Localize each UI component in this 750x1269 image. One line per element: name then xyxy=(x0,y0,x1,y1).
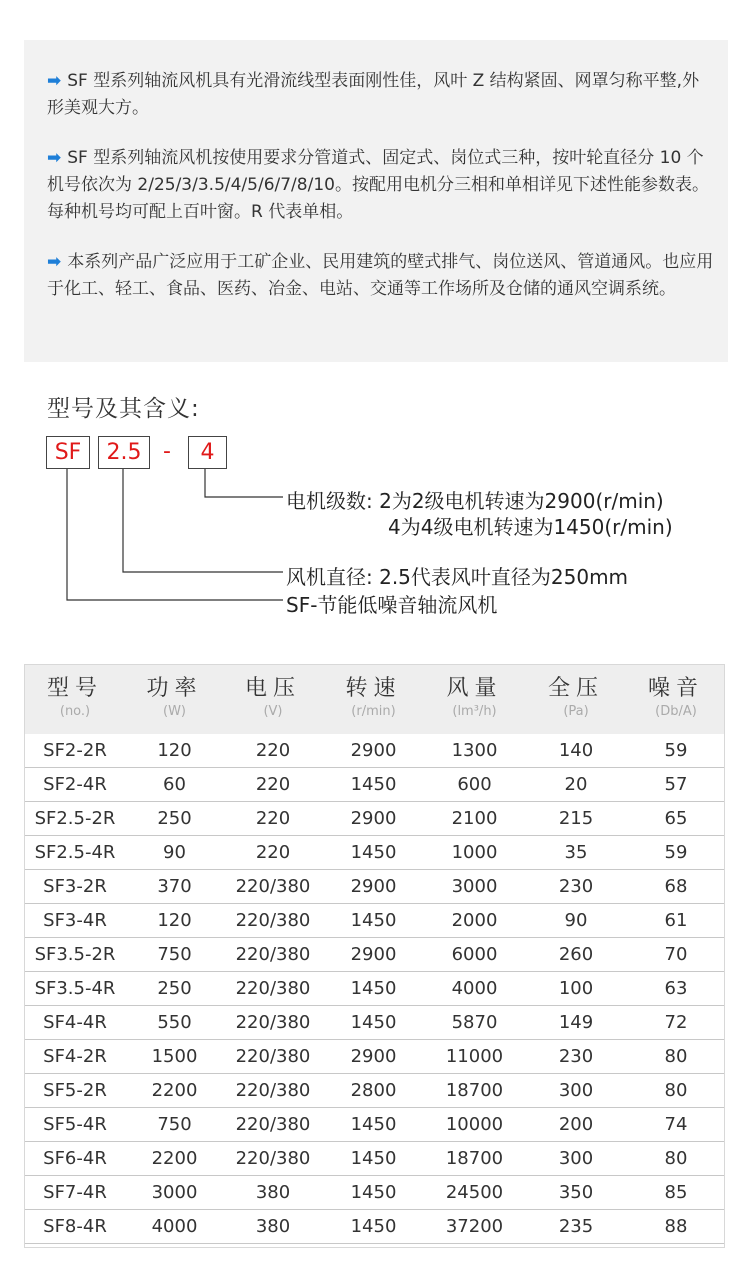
header-airflow xyxy=(424,664,525,734)
cell-pressure: 300 xyxy=(525,1074,627,1108)
cell-noise: 72 xyxy=(627,1006,725,1040)
header-pressure xyxy=(525,664,627,734)
cell-speed: 2900 xyxy=(323,802,424,836)
header-label: 功率 xyxy=(146,676,203,701)
intro-paragraph-text: SF 型系列轴流风机具有光滑流线型表面刚性佳，风叶 Z 结构紧固、网罩匀称平整,外形美观大方。 xyxy=(47,71,700,118)
cell-airflow: 3000 xyxy=(424,870,525,904)
code-diameter-box: 2.5 xyxy=(98,436,150,469)
cell-model: SF3-4R xyxy=(24,904,126,938)
header-label: 噪音 xyxy=(647,676,704,701)
cell-model: SF8-4R xyxy=(24,1210,126,1244)
cell-airflow: 24500 xyxy=(424,1176,525,1210)
cell-pressure: 200 xyxy=(525,1108,627,1142)
cell-noise: 88 xyxy=(627,1210,725,1244)
cell-pressure: 260 xyxy=(525,938,627,972)
cell-power: 2200 xyxy=(126,1142,223,1176)
cell-power: 250 xyxy=(126,972,223,1006)
header-model xyxy=(24,664,126,734)
cell-pressure: 300 xyxy=(525,1142,627,1176)
cell-airflow: 4000 xyxy=(424,972,525,1006)
cell-speed: 1450 xyxy=(323,1108,424,1142)
table-row xyxy=(24,1108,725,1142)
cell-power: 60 xyxy=(126,768,223,802)
cell-model: SF3.5-4R xyxy=(24,972,126,1006)
cell-voltage: 220/380 xyxy=(223,904,323,938)
cell-model: SF5-2R xyxy=(24,1074,126,1108)
cell-voltage: 220 xyxy=(223,802,323,836)
cell-model: SF2.5-4R xyxy=(24,836,126,870)
cell-airflow: 6000 xyxy=(424,938,525,972)
cell-voltage: 220 xyxy=(223,836,323,870)
header-unit: (lm³/h) xyxy=(452,704,497,719)
cell-airflow: 2000 xyxy=(424,904,525,938)
cell-pressure: 350 xyxy=(525,1176,627,1210)
cell-noise: 68 xyxy=(627,870,725,904)
code-series-box: SF xyxy=(46,436,90,469)
cell-pressure: 20 xyxy=(525,768,627,802)
cell-speed: 1450 xyxy=(323,768,424,802)
cell-noise: 59 xyxy=(627,734,725,768)
table-row xyxy=(24,972,725,1006)
table-row xyxy=(24,1074,725,1108)
cell-model: SF7-4R xyxy=(24,1176,126,1210)
cell-voltage: 220/380 xyxy=(223,1074,323,1108)
cell-speed: 1450 xyxy=(323,1176,424,1210)
cell-airflow: 600 xyxy=(424,768,525,802)
cell-power: 750 xyxy=(126,1108,223,1142)
cell-airflow: 1000 xyxy=(424,836,525,870)
cell-pressure: 235 xyxy=(525,1210,627,1244)
header-noise xyxy=(627,664,725,734)
table-header-row xyxy=(24,664,725,734)
cell-power: 550 xyxy=(126,1006,223,1040)
table-row xyxy=(24,768,725,802)
cell-noise: 61 xyxy=(627,904,725,938)
desc-diameter: 风机直径: 2.5代表风叶直径为250mm xyxy=(286,565,629,589)
model-meaning-heading: 型号及其含义: xyxy=(47,396,200,422)
cell-airflow: 37200 xyxy=(424,1210,525,1244)
cell-noise: 70 xyxy=(627,938,725,972)
cell-power: 3000 xyxy=(126,1176,223,1210)
cell-voltage: 220/380 xyxy=(223,1142,323,1176)
header-voltage xyxy=(223,664,323,734)
header-unit: (W) xyxy=(163,704,186,719)
cell-voltage: 220/380 xyxy=(223,1006,323,1040)
header-label: 风量 xyxy=(446,676,503,701)
cell-voltage: 380 xyxy=(223,1176,323,1210)
table-row xyxy=(24,1210,725,1244)
cell-voltage: 220/380 xyxy=(223,1108,323,1142)
cell-voltage: 220 xyxy=(223,768,323,802)
cell-model: SF2-4R xyxy=(24,768,126,802)
table-row xyxy=(24,1142,725,1176)
cell-speed: 1450 xyxy=(323,972,424,1006)
cell-pressure: 215 xyxy=(525,802,627,836)
cell-power: 90 xyxy=(126,836,223,870)
cell-airflow: 2100 xyxy=(424,802,525,836)
cell-model: SF5-4R xyxy=(24,1108,126,1142)
cell-speed: 2900 xyxy=(323,938,424,972)
table-row xyxy=(24,802,725,836)
header-label: 全压 xyxy=(547,676,604,701)
cell-airflow: 5870 xyxy=(424,1006,525,1040)
connector-series xyxy=(67,469,283,600)
cell-noise: 74 xyxy=(627,1108,725,1142)
cell-noise: 63 xyxy=(627,972,725,1006)
cell-noise: 80 xyxy=(627,1040,725,1074)
cell-model: SF3.5-2R xyxy=(24,938,126,972)
cell-model: SF6-4R xyxy=(24,1142,126,1176)
cell-voltage: 220/380 xyxy=(223,938,323,972)
cell-pressure: 149 xyxy=(525,1006,627,1040)
cell-speed: 2900 xyxy=(323,1040,424,1074)
table-row xyxy=(24,1040,725,1074)
cell-speed: 2800 xyxy=(323,1074,424,1108)
cell-speed: 1450 xyxy=(323,904,424,938)
cell-pressure: 90 xyxy=(525,904,627,938)
cell-noise: 80 xyxy=(627,1074,725,1108)
desc-motor-line2: 4为4级电机转速为1450(r/min) xyxy=(388,515,673,539)
header-unit: (V) xyxy=(263,704,283,719)
table-row xyxy=(24,904,725,938)
cell-speed: 1450 xyxy=(323,1142,424,1176)
table-row xyxy=(24,734,725,768)
cell-airflow: 11000 xyxy=(424,1040,525,1074)
cell-voltage: 220/380 xyxy=(223,972,323,1006)
header-label: 电压 xyxy=(244,676,301,701)
desc-motor-line1: 电机级数: 2为2级电机转速为2900(r/min) xyxy=(286,489,664,513)
code-dash: - xyxy=(163,439,171,464)
desc-series: SF-节能低噪音轴流风机 xyxy=(286,593,498,617)
intro-paragraph-text: 本系列产品广泛应用于工矿企业、民用建筑的壁式排气、岗位送风、管道通风。也应用于化工、轻工、食品、医药、冶金、电站、交通等工作场所及仓储的通风空调系统。 xyxy=(47,252,714,299)
cell-speed: 2900 xyxy=(323,734,424,768)
cell-voltage: 220/380 xyxy=(223,870,323,904)
header-unit: (r/min) xyxy=(351,704,396,719)
connector-diameter xyxy=(123,469,283,572)
cell-noise: 85 xyxy=(627,1176,725,1210)
arrow-right-icon: ➡ xyxy=(47,252,62,272)
header-unit: (no.) xyxy=(59,704,91,719)
cell-airflow: 1300 xyxy=(424,734,525,768)
code-poles-box: 4 xyxy=(188,436,227,469)
connector-poles xyxy=(205,469,283,497)
cell-pressure: 100 xyxy=(525,972,627,1006)
cell-power: 2200 xyxy=(126,1074,223,1108)
header-unit: (Pa) xyxy=(563,704,589,719)
cell-power: 4000 xyxy=(126,1210,223,1244)
cell-model: SF3-2R xyxy=(24,870,126,904)
cell-noise: 65 xyxy=(627,802,725,836)
cell-pressure: 230 xyxy=(525,1040,627,1074)
header-unit: (Db/A) xyxy=(655,704,697,719)
arrow-right-icon: ➡ xyxy=(47,148,62,168)
cell-airflow: 18700 xyxy=(424,1074,525,1108)
cell-power: 1500 xyxy=(126,1040,223,1074)
cell-speed: 1450 xyxy=(323,1006,424,1040)
cell-power: 750 xyxy=(126,938,223,972)
spec-table xyxy=(24,664,725,1244)
cell-model: SF2.5-2R xyxy=(24,802,126,836)
cell-power: 120 xyxy=(126,734,223,768)
cell-voltage: 220/380 xyxy=(223,1040,323,1074)
cell-speed: 2900 xyxy=(323,870,424,904)
cell-speed: 1450 xyxy=(323,836,424,870)
cell-airflow: 18700 xyxy=(424,1142,525,1176)
header-label: 转速 xyxy=(345,676,402,701)
table-row xyxy=(24,870,725,904)
cell-noise: 80 xyxy=(627,1142,725,1176)
intro-paragraph-text: SF 型系列轴流风机按使用要求分管道式、固定式、岗位式三种，按叶轮直径分 10 个机号依次为 2/25/3/3.5/4/5/6/7/8/10。按配用电机分三相和单相详见下述性能参数表。每种机号均可配上百叶窗。R 代表单相。 xyxy=(47,148,709,222)
cell-model: SF4-4R xyxy=(24,1006,126,1040)
cell-model: SF2-2R xyxy=(24,734,126,768)
cell-airflow: 10000 xyxy=(424,1108,525,1142)
cell-speed: 1450 xyxy=(323,1210,424,1244)
cell-power: 370 xyxy=(126,870,223,904)
cell-model: SF4-2R xyxy=(24,1040,126,1074)
cell-power: 250 xyxy=(126,802,223,836)
cell-voltage: 380 xyxy=(223,1210,323,1244)
cell-power: 120 xyxy=(126,904,223,938)
header-label: 型号 xyxy=(46,676,103,701)
table-row xyxy=(24,836,725,870)
cell-noise: 57 xyxy=(627,768,725,802)
cell-pressure: 35 xyxy=(525,836,627,870)
cell-voltage: 220 xyxy=(223,734,323,768)
table-row xyxy=(24,938,725,972)
header-power xyxy=(126,664,223,734)
table-row xyxy=(24,1176,725,1210)
arrow-right-icon: ➡ xyxy=(47,71,62,91)
cell-pressure: 140 xyxy=(525,734,627,768)
cell-pressure: 230 xyxy=(525,870,627,904)
table-row xyxy=(24,1006,725,1040)
header-speed xyxy=(323,664,424,734)
cell-noise: 59 xyxy=(627,836,725,870)
